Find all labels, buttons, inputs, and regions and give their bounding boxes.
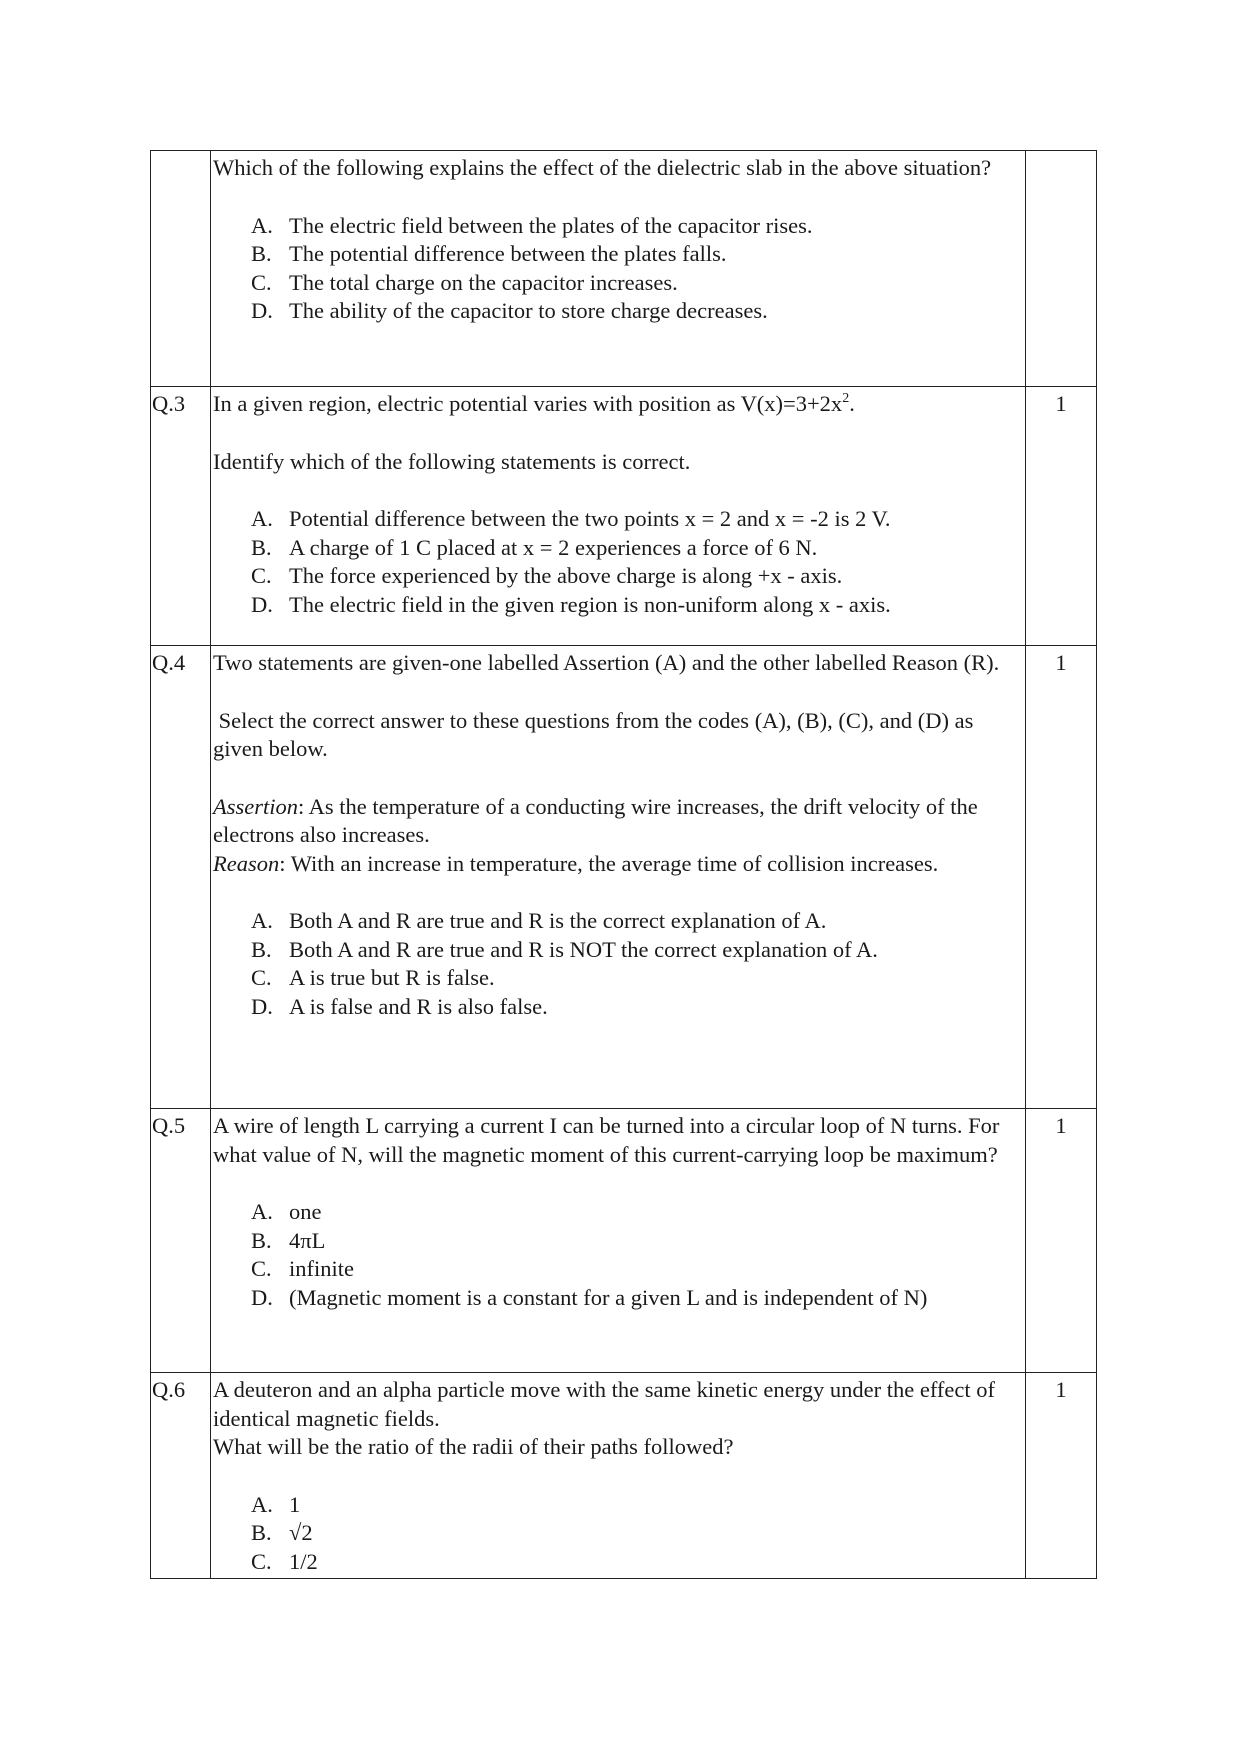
option-a: A. Both A and R are true and R is the correct explanation of A. [251,908,827,933]
question-stem: In a given region, electric potential varies with position as $V(x)=3+2x^2$. [213,391,855,416]
table-row-q3 [151,387,1097,646]
question-number: Q.5 [151,1109,211,1373]
option-a: A. 1 [251,1491,301,1517]
option-b: B. A charge of 1 C placed at x = 2 experiences a force of 6 N. [251,534,818,560]
question-body [211,1109,1026,1373]
option-a: A. Potential difference between the two points x = 2 and x = -2 is 2 V. [251,506,891,531]
option-b: B. 4πL [251,1227,326,1253]
option-c: C. 1/2 [251,1548,318,1574]
marks-cell [1026,151,1097,387]
option-a: A. one [251,1199,322,1224]
question-stem: Which of the following explains the effect of the dielectric slab in the above situation? [213,155,992,180]
option-c: C. The total charge on the capacitor increases. [251,269,678,295]
option-list [213,907,1019,1021]
option-c: C. infinite [251,1256,354,1281]
reason-statement: Reason: With an increase in temperature, the average time of collision increases. [213,850,939,876]
question-instruction: Select the correct answer to these questions from the codes (A), (B), (C), and (D) as given below. [213,707,979,761]
table-row-q4 [151,646,1097,1109]
option-d: D. A is false and R is also false. [251,993,548,1019]
option-a: A. The electric field between the plates of the capacitor rises. [251,212,813,238]
option-d: D. The electric field in the given region is non-uniform along x - axis. [251,591,891,617]
marks-cell: 1 [1026,1109,1097,1373]
question-number: Q.6 [151,1373,211,1579]
option-b: B. Both A and R are true and R is NOT the correct explanation of A. [251,936,878,962]
option-d: D. The ability of the capacitor to store charge decreases. [251,298,768,323]
question-body [211,646,1026,1109]
question-stem: A deuteron and an alpha particle move with the same kinetic energy under the effect of identical magnetic fields. [213,1377,995,1431]
question-instruction: What will be the ratio of the radii of their paths followed? [213,1434,734,1459]
option-list [213,1198,1019,1312]
question-table [150,150,1097,1579]
question-stem: Two statements are given-one labelled Assertion (A) and the other labelled Reason (R). [213,650,1000,675]
marks-cell: 1 [1026,1373,1097,1579]
question-body [211,1373,1026,1579]
question-body [211,151,1026,387]
marks-cell: 1 [1026,646,1097,1109]
question-number [151,151,211,387]
option-c: C. The force experienced by the above charge is along +x - axis. [251,563,843,588]
option-b: B. The potential difference between the plates falls. [251,241,727,266]
question-body [211,387,1026,646]
option-list [213,212,1019,326]
table-row-q5 [151,1109,1097,1373]
option-c: C. A is true but R is false. [251,965,495,990]
option-d: D. (Magnetic moment is a constant for a given L and is independent of N) [251,1284,928,1310]
table-row-q2-continued [151,151,1097,387]
question-number: Q.3 [151,387,211,646]
option-b: B. √2 [251,1520,313,1545]
option-list [213,505,1019,619]
question-number: Q.4 [151,646,211,1109]
question-stem: A wire of length L carrying a current I can be turned into a circular loop of N turns. For what value of N, will the magnetic moment of this current-carrying loop be maximum? [213,1113,1000,1167]
question-instruction: Identify which of the following statements is correct. [213,448,691,474]
table-row-q6 [151,1373,1097,1579]
option-list [213,1491,1019,1577]
assertion-statement: Assertion: As the temperature of a conducting wire increases, the drift velocity of the electrons also increases. [213,793,978,847]
marks-cell: 1 [1026,387,1097,646]
